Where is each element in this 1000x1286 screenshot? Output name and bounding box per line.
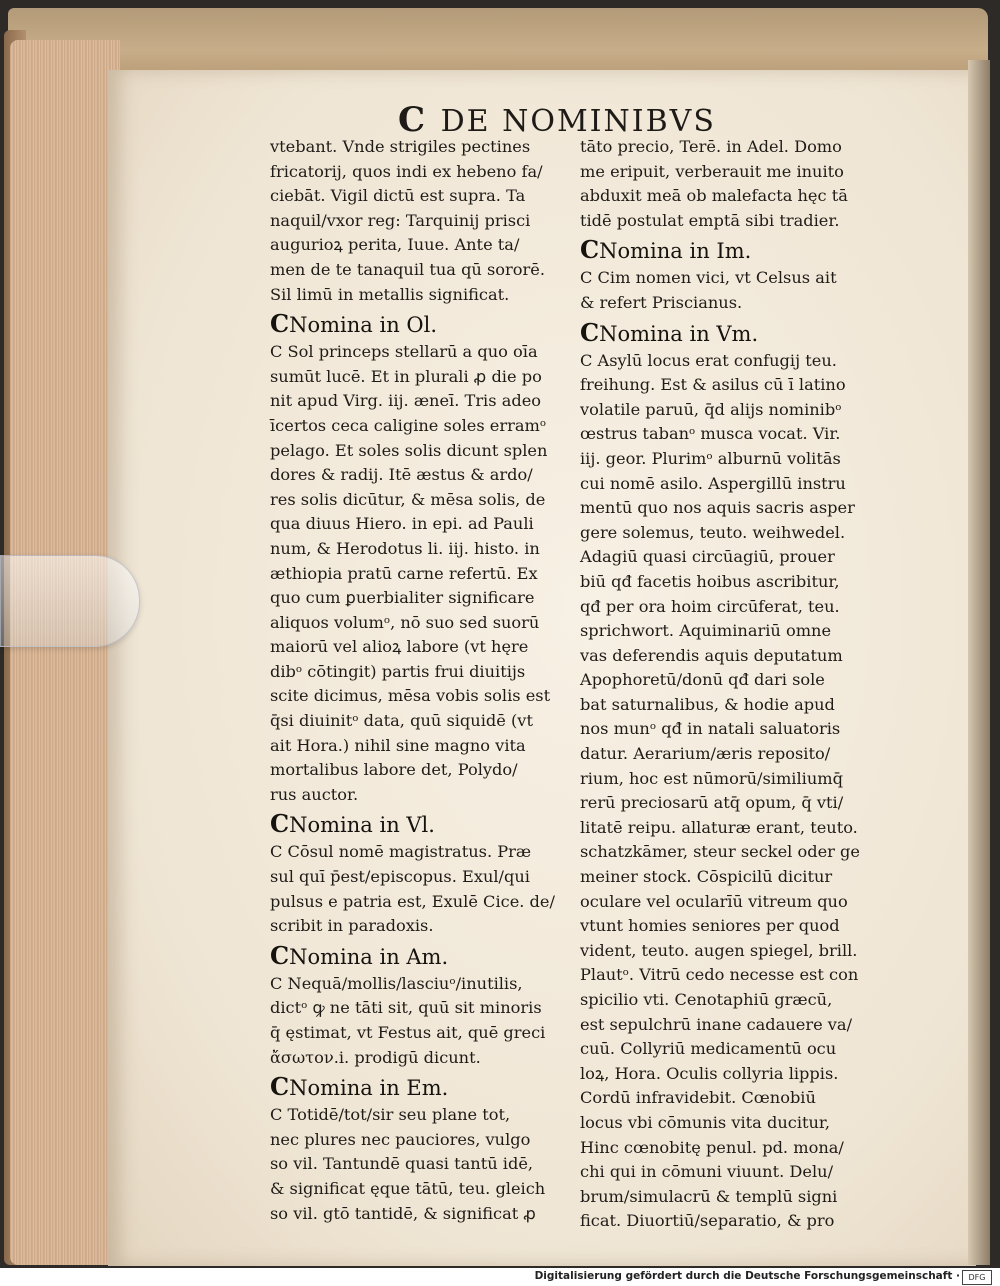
text-line: fricatorij, quos indi ex hebeno fa/ (270, 161, 543, 181)
text-line: sul quī p̄est/episcopus. Exul/qui (270, 867, 530, 887)
text-line: abduxit meā ob malefacta hęc tā (580, 186, 848, 206)
text-line: bat saturnalibus, & hodie apud (580, 694, 835, 714)
pilcrow-mark: C (270, 940, 290, 970)
text-line: C Nequā/mollis/lasciuᵒ/inutilis, (270, 973, 523, 993)
text-line: iij. geor. Plurimᵒ alburnū volitās (580, 448, 841, 468)
section-heading (270, 807, 570, 840)
text-line: rerū preciosarū atq̄ opum, q̄ vti/ (580, 793, 844, 813)
pilcrow-mark: C (270, 1072, 290, 1102)
text-line: C Totidē/tot/sir seu plane tot, (270, 1105, 511, 1125)
text-line: q̄ ęstimat, vt Festus ait, quē greci (270, 1023, 546, 1042)
glass-page-weight (0, 555, 140, 647)
text-line: dictᵒ ꝙ ne tāti sit, quū sit minoris (270, 998, 542, 1018)
section-heading (270, 939, 570, 972)
text-line: ἄσωτον.i. prodigū dicunt. (270, 1047, 481, 1067)
text-line: augurioꝝ perita, Iuue. Ante ta/ (270, 235, 520, 255)
text-line: oculare vel ocularīū vitreum quo (580, 891, 848, 911)
section-heading-text: Nomina in Ol. (289, 313, 438, 338)
funding-credit: Digitalisierung gefördert durch die Deutsche Forschungsgemeinschaft · (534, 1270, 960, 1282)
text-line: volatile paruū, q̄d alijs nominibᵒ (580, 399, 842, 419)
text-line: spicilio vti. Cenotaphiū græcū, (580, 990, 833, 1009)
text-line: maiorū vel alioꝝ labore (vt hęre (270, 637, 529, 657)
text-line: loꝝ, Hora. Oculis collyria lippis. (580, 1063, 839, 1083)
text-line: æthiopia pratū carne refertū. Ex (270, 563, 538, 583)
text-line: me eripuit, verberauit me inuito (580, 161, 844, 181)
running-header-title: DE NOMINIBVS (440, 104, 716, 139)
text-line: œstrus tabanᵒ musca vocat. Vir. (580, 424, 841, 444)
text-line: īcertos ceca caligine soles erramᵒ (270, 415, 547, 435)
text-line: nit apud Virg. iij. æneī. Tris adeo (270, 391, 542, 411)
text-line: cuū. Collyriū medicamentū ocu (580, 1039, 837, 1059)
text-line: scite dicimus, mēsa vobis solis est (270, 686, 551, 706)
text-line: vident, teuto. augen spiegel, brill. (580, 940, 858, 960)
pilcrow-mark: C (270, 809, 290, 839)
text-line: vtunt homies seniores per quod (580, 916, 840, 936)
text-line: freihung. Est & asilus cū ī latino (580, 375, 846, 395)
text-line: pulsus e patria est, Exulē Cice. de/ (270, 891, 555, 911)
pilcrow-mark: C (398, 100, 428, 140)
text-line: quo cum ꝑuerbialiter significare (270, 588, 535, 608)
pilcrow-mark: C (270, 309, 290, 339)
text-line: est sepulchrū inane cadauere va/ (580, 1014, 853, 1034)
text-line: so vil. gtō tantidē, & significat ꝓ (270, 1203, 536, 1223)
text-line: C Cim nomen vici, vt Celsus ait (580, 268, 837, 288)
section-heading-text: Nomina in Im. (599, 239, 752, 264)
text-line: & significat ęque tātū, teu. gleich (270, 1178, 546, 1198)
text-line: mentū quo nos aquis sacris asper (580, 498, 855, 518)
text-line: C Cōsul nomē magistratus. Præ (270, 842, 532, 862)
text-line: Cordū infravidebit. Cœnobiū (580, 1088, 816, 1108)
text-line: nec plures nec pauciores, vulgo (270, 1129, 531, 1149)
text-line: rium, hoc est nūmorū/similiumq̄ (580, 768, 843, 788)
text-line: qđ per ora hoim circūferat, teu. (580, 596, 840, 616)
section-heading-text: Nomina in Vl. (289, 813, 435, 838)
text-line: meiner stock. Cōspicilū dicitur (580, 867, 833, 887)
text-line: gere solemus, teuto. weihwedel. (580, 522, 846, 542)
pilcrow-mark: C (580, 317, 600, 347)
text-line: dibᵒ cōtingit) partis frui diuitijs (270, 661, 526, 681)
text-line: C Asylū locus erat confugij teu. (580, 350, 837, 370)
text-line: locus vbi cōmunis vita ducitur, (580, 1112, 831, 1132)
text-line: cui nomē asilo. Aspergillū instru (580, 473, 846, 493)
text-line: vtebant. Vnde strigiles pectines (270, 137, 531, 156)
text-line: Adagiū quasi circūagiū, prouer (580, 547, 835, 567)
text-line: ait Hora.) nihil sine magno vita (270, 735, 526, 755)
text-line: chi qui in cōmuni viuunt. Delu/ (580, 1162, 834, 1182)
text-line: sumūt lucē. Et in plurali ꝓ die po (270, 366, 542, 386)
dfg-logo: DFG (962, 1270, 992, 1285)
text-line: Apophoretū/donū qđ dari sole (580, 670, 825, 690)
text-line: res solis dicūtur, & mēsa solis, de (270, 489, 546, 509)
text-line: tāto precio, Terē. in Adel. Domo (580, 137, 842, 156)
text-line: rus auctor. (270, 784, 359, 804)
section-heading-text: Nomina in Am. (289, 944, 449, 969)
text-line: ficat. Diuortiū/separatio, & pro (580, 1211, 835, 1231)
text-line: tidē postulat emptā sibi tradier. (580, 210, 840, 230)
page-gutter-shadow (968, 60, 990, 1265)
text-line: qua diuus Hiero. in epi. ad Pauli (270, 514, 534, 534)
text-column-left (270, 135, 570, 1226)
text-column-right (580, 135, 880, 1234)
text-line: dores & radij. Itē æstus & ardo/ (270, 465, 533, 485)
digitization-footer (0, 1268, 1000, 1286)
text-line: litatē reipu. allaturæ erant, teuto. (580, 817, 858, 837)
text-line: aliquos volumᵒ, nō suo sed suorū (270, 612, 540, 632)
text-line: mortalibus labore det, Polydo/ (270, 760, 518, 780)
text-line: men de te tanaquil tua qū sororē. (270, 259, 545, 279)
text-line: vas deferendis aquis deputatum (580, 645, 843, 665)
text-line: naquil/vxor reg: Tarquinij prisci (270, 210, 531, 230)
text-line: num, & Herodotus li. iij. histo. in (270, 538, 540, 558)
text-line: & refert Priscianus. (580, 292, 743, 312)
section-heading-text: Nomina in Em. (289, 1076, 449, 1101)
text-line: Sil limū in metallis significat. (270, 284, 510, 304)
text-line: C Sol princeps stellarū a quo oīa (270, 342, 538, 362)
page-stack-edge (10, 40, 120, 1265)
book-top-edge (8, 8, 988, 78)
text-line: Hinc cœnobitę penul. pd. mona/ (580, 1137, 844, 1157)
pilcrow-mark: C (580, 235, 600, 265)
section-heading (580, 316, 880, 349)
text-line: pelago. Et soles solis dicunt splen (270, 440, 548, 460)
text-line: brum/simulacrū & templū signi (580, 1186, 838, 1206)
text-line: q̄si diuinitᵒ data, quū siquidē (vt (270, 711, 533, 731)
text-line: Plautᵒ. Vitrū cedo necesse est con (580, 965, 859, 985)
section-heading (270, 1070, 570, 1103)
text-line: nos munᵒ qđ in natali saluatoris (580, 719, 841, 739)
section-heading (270, 307, 570, 340)
text-line: biū qđ facetis hoibus ascribitur, (580, 571, 840, 591)
text-line: datur. Aerarium/æris reposito/ (580, 744, 831, 764)
section-heading (580, 233, 880, 266)
text-line: so vil. Tantundē quasi tantū idē, (270, 1154, 534, 1174)
text-line: ciebāt. Vigil dictū est supra. Ta (270, 186, 526, 206)
text-line: sprichwort. Aquiminariū omne (580, 621, 832, 641)
text-line: schatzkāmer, steur seckel oder ge (580, 842, 860, 862)
text-line: scribit in paradoxis. (270, 916, 434, 936)
section-heading-text: Nomina in Vm. (599, 321, 759, 346)
